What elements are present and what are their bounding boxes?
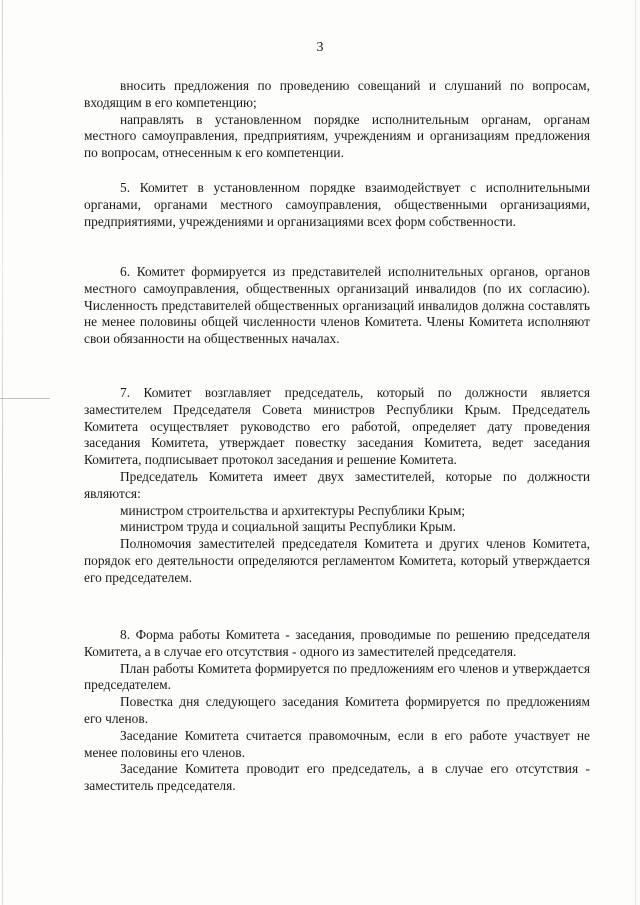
paragraph: 6. Комитет формируется из представителей исполнительных органов, органов местного самоуправления, общественных организаций инвалидов (по их согласию). Численность представителей общественных организаций инвалидов должна составлять не менее половины общей численности членов Комитета. Члены Комитета исполняют свои обязанности на общественных началах. (84, 264, 590, 347)
paragraph-block-item-7 (84, 385, 590, 587)
paragraph: Повестка дня следующего заседания Комитета формируется по предложениям его членов. (84, 694, 590, 726)
paragraph: Полномочия заместителей председателя Комитета и других членов Комитета, порядок его деятельности определяются регламентом Комитета, который утверждается его председателем. (84, 536, 590, 585)
paragraph: Заседание Комитета проводит его председатель, а в случае его отсутствия - заместитель председателя. (84, 761, 590, 794)
paragraph: 8. Форма работы Комитета - заседания, проводимые по решению председателя Комитета, а в случае его отсутствия - одного из заместителей председателя. (84, 627, 590, 659)
paragraph: 5. Комитет в установленном порядке взаимодействует с исполнительными органами, органами местного самоуправления, общественными организациями, предприятиями, учреждениями и организациями всех форм собственности. (84, 180, 590, 229)
scan-edge-right (635, 0, 636, 905)
paragraph-block-item-8 (84, 627, 590, 795)
paragraph: План работы Комитета формируется по предложениям его членов и утверждается председателем. (84, 660, 590, 693)
page-number: 3 (316, 40, 324, 55)
paragraph-block-item-5 (84, 180, 590, 230)
paragraph: вносить предложения по проведению совещаний и слушаний по вопросам, входящим в его компетенцию; (84, 78, 590, 110)
paragraph-block-item-6 (84, 264, 590, 348)
scan-fold-mark (0, 398, 50, 399)
paragraph: министром труда и социальной защиты Республики Крым. (120, 519, 456, 535)
scan-edge-left (2, 0, 3, 905)
paragraph: Председатель Комитета имеет двух заместителей, которые по должности являются: (84, 468, 590, 501)
paragraph: направлять в установленном порядке исполнительным органам, органам местного самоуправления, предприятиям, учреждениям и организациям предложения по вопросам, отнесенным к его компетенции. (84, 111, 590, 161)
paragraph-block-powers (84, 78, 590, 162)
paragraph: 7. Комитет возглавляет председатель, который по должности является заместителем Председателя Совета министров Республики Крым. Председатель Комитета осуществляет руководство его работой, определяет дату проведения заседания Комитета, утверждает повестку заседания Комитета, ведет заседания Комитета, подписывает протокол заседания и решение Комитета. (84, 385, 590, 468)
paragraph: министром строительства и архитектуры Республики Крым; (120, 502, 466, 518)
paragraph: Заседание Комитета считается правомочным, если в его работе участвует не менее половины его членов. (84, 727, 590, 760)
